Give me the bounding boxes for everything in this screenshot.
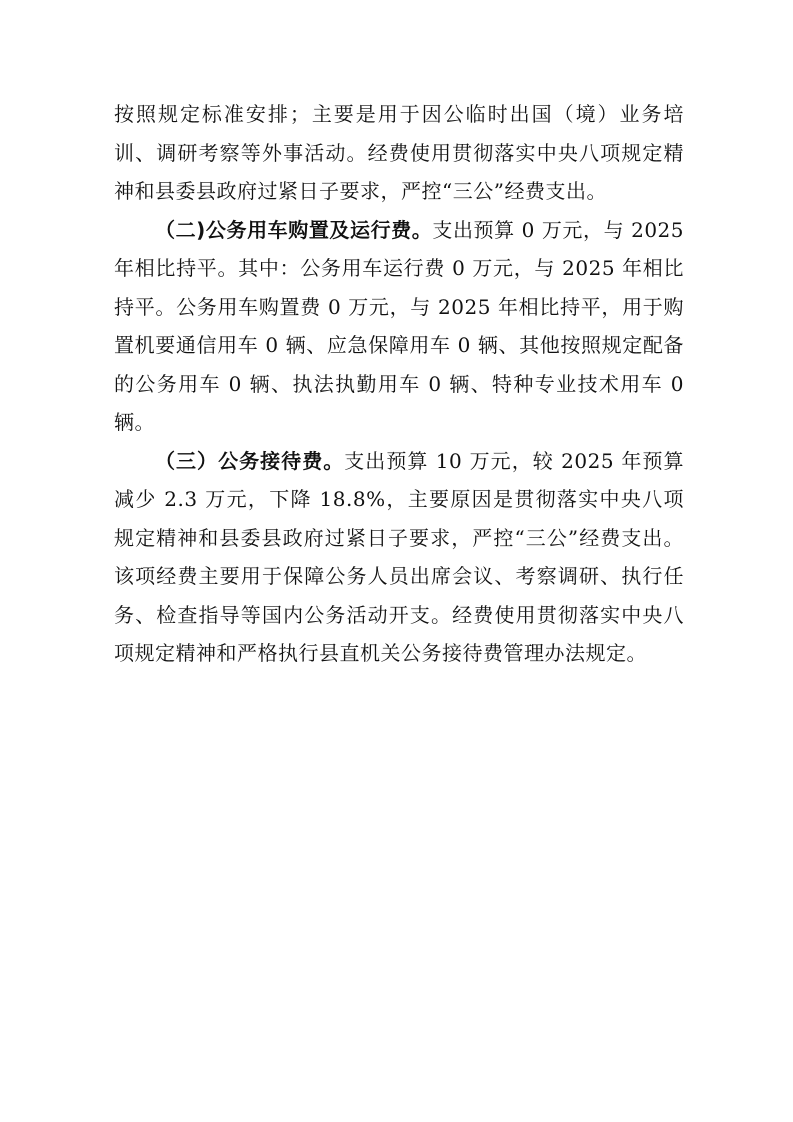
section-heading-vehicle: （二)公务用车购置及运行费。: [155, 217, 433, 242]
document-body: [114, 95, 684, 673]
paragraph-vehicle-costs: [114, 211, 684, 442]
paragraph-continuation: 按照规定标准安排；主要是用于因公临时出国（境）业务培训、调研考察等外事活动。经费使用贯彻落实中央八项规定精神和县委县政府过紧日子要求，严控“三公”经费支出。: [114, 102, 684, 203]
section-heading-reception: （三）公务接待费。: [155, 448, 345, 473]
section-body-vehicle: 支出预算 0 万元，与 2025 年相比持平。其中：公务用车运行费 0 万元，与 2025 年相比持平。公务用车购置费 0 万元，与 2025 年相比持平，用于购置机要通信用车 0 辆、应急保障用车 0 辆、其他按照规定配备的公务用车 0 辆、执法执勤用车 0 辆、特种专业技术用车 0 辆。: [114, 217, 685, 434]
paragraph-reception-costs: [114, 442, 684, 673]
section-body-reception: 支出预算 10 万元，较 2025 年预算减少 2.3 万元，下降 18.8%，主要原因是贯彻落实中央八项规定精神和县委县政府过紧日子要求，严控“三公”经费支出。该项经费主要用于保障公务人员出席会议、考察调研、执行任务、检查指导等国内公务活动开支。经费使用贯彻落实中央八项规定精神和严格执行县直机关公务接待费管理办法规定。: [114, 448, 684, 665]
